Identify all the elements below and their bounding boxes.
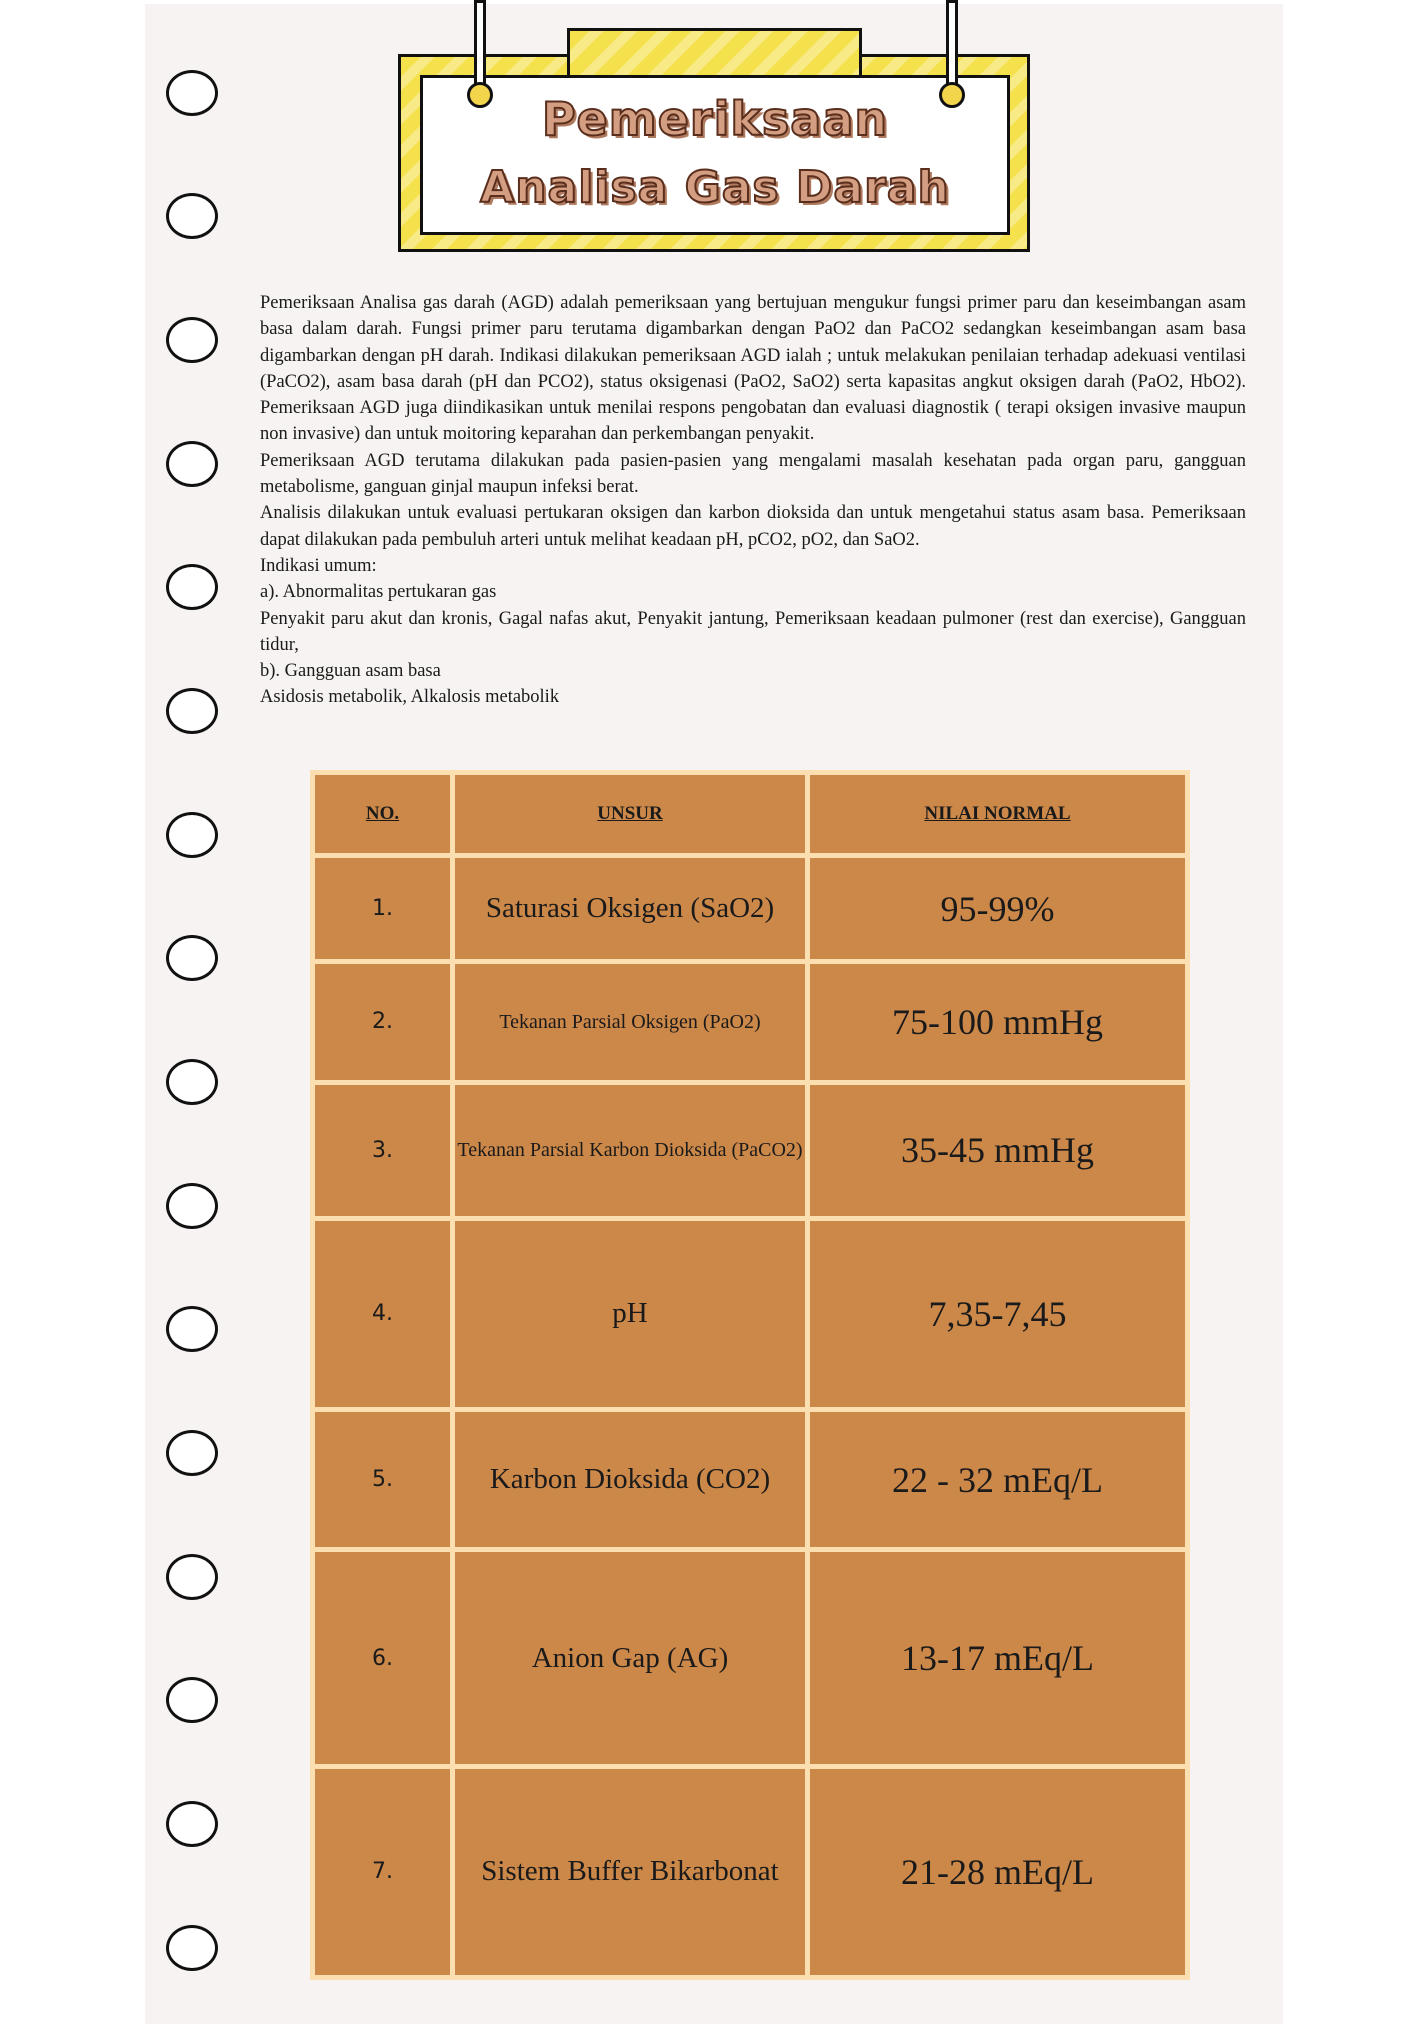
row-number: 5. xyxy=(315,1412,450,1548)
table-row xyxy=(315,964,1185,1080)
table-header-row xyxy=(315,775,1185,853)
binder-ring xyxy=(166,193,218,239)
row-unsur: Karbon Dioksida (CO2) xyxy=(455,1412,805,1548)
binder-ring xyxy=(166,1554,218,1600)
table-row xyxy=(315,858,1185,959)
row-number: 7. xyxy=(315,1769,450,1975)
row-unsur: pH xyxy=(455,1221,805,1407)
binder-ring xyxy=(166,812,218,858)
row-number: 4. xyxy=(315,1221,450,1407)
row-unsur: Tekanan Parsial Oksigen (PaO2) xyxy=(455,964,805,1080)
paragraph: Analisis dilakukan untuk evaluasi pertukaran oksigen dan karbon dioksida dan untuk mengetahui status asam basa. Pemeriksaan dapat dilakukan pada pembuluh arteri untuk melihat keadaan pH, pCO2, pO2, dan SaO2. xyxy=(260,503,1246,550)
binder-ring xyxy=(166,1183,218,1229)
header-nilai-normal: NILAI NORMAL xyxy=(810,775,1185,853)
row-nilai: 7,35-7,45 xyxy=(810,1221,1185,1407)
row-nilai: 35-45 mmHg xyxy=(810,1085,1185,1216)
table-row xyxy=(315,1552,1185,1763)
binder-ring xyxy=(166,1059,218,1105)
paragraph: b). Gangguan asam basa xyxy=(260,661,441,682)
table-row xyxy=(315,1412,1185,1548)
row-number: 3. xyxy=(315,1085,450,1216)
row-nilai: 95-99% xyxy=(810,858,1185,959)
paragraph: a). Abnormalitas pertukaran gas xyxy=(260,582,497,603)
page-title-line-1: Pemeriksaan xyxy=(541,92,889,146)
paragraph: Penyakit paru akut dan kronis, Gagal nafas akut, Penyakit jantung, Pemeriksaan keadaan pulmoner (rest dan exercise), Gangguan tidur, xyxy=(260,608,1246,655)
paragraph: Pemeriksaan AGD terutama dilakukan pada pasien-pasien yang mengalami masalah kesehatan pada organ paru, gangguan metabolisme, ganguan ginjal maupun infeksi berat. xyxy=(260,450,1246,498)
header-no: NO. xyxy=(315,775,450,853)
header-unsur: UNSUR xyxy=(455,775,805,853)
row-nilai: 22 - 32 mEq/L xyxy=(810,1412,1185,1548)
row-unsur: Tekanan Parsial Karbon Dioksida (PaCO2) xyxy=(455,1085,805,1216)
row-number: 1. xyxy=(315,858,450,959)
binder-ring xyxy=(166,1677,218,1723)
binder-ring xyxy=(166,564,218,610)
binder-ring xyxy=(166,935,218,981)
page-title-line-2: Analisa Gas Darah xyxy=(480,162,950,213)
intro-text xyxy=(260,290,1246,711)
table-row xyxy=(315,1769,1185,1975)
paragraph: Pemeriksaan Analisa gas darah (AGD) adalah pemeriksaan yang bertujuan mengukur fungsi primer paru dan keseimbangan asam basa dalam darah. Fungsi primer paru terutama digambarkan dengan PaO2 dan PaCO2 sedangkan keseimbangan asam basa digambarkan dengan pH darah. Indikasi dilakukan pemeriksaan AGD ialah ; untuk melakukan penilaian terhadap adekuasi ventilasi (PaCO2), asam basa darah (pH dan PCO2), status oksigenasi (PaO2, SaO2) serta kapasitas angkut oksigen darah (PaO2, HbO2). Pemeriksaan AGD juga diindikasikan untuk menilai respons pengobatan dan evaluasi diagnostik ( terapi oksigen invasive maupun non invasive) dan untuk moitoring keparahan dan perkembangan penyakit. xyxy=(260,293,1246,445)
row-number: 6. xyxy=(315,1552,450,1763)
binder-ring xyxy=(166,1925,218,1971)
binder-ring xyxy=(166,688,218,734)
normal-values-table xyxy=(310,770,1190,1980)
row-number: 2. xyxy=(315,964,450,1080)
table-row xyxy=(315,1085,1185,1216)
paragraph: Asidosis metabolik, Alkalosis metabolik xyxy=(260,687,560,708)
row-unsur: Anion Gap (AG) xyxy=(455,1552,805,1763)
row-nilai: 75-100 mmHg xyxy=(810,964,1185,1080)
table-row xyxy=(315,1221,1185,1407)
paragraph: Indikasi umum: xyxy=(260,555,377,576)
binder-ring xyxy=(166,441,218,487)
binder-ring xyxy=(166,1430,218,1476)
binder-ring xyxy=(166,1801,218,1847)
row-unsur: Sistem Buffer Bikarbonat xyxy=(455,1769,805,1975)
row-nilai: 21-28 mEq/L xyxy=(810,1769,1185,1975)
binder-ring xyxy=(166,70,218,116)
row-unsur: Saturasi Oksigen (SaO2) xyxy=(455,858,805,959)
binder-ring xyxy=(166,317,218,363)
binder-ring xyxy=(166,1306,218,1352)
row-nilai: 13-17 mEq/L xyxy=(810,1552,1185,1763)
